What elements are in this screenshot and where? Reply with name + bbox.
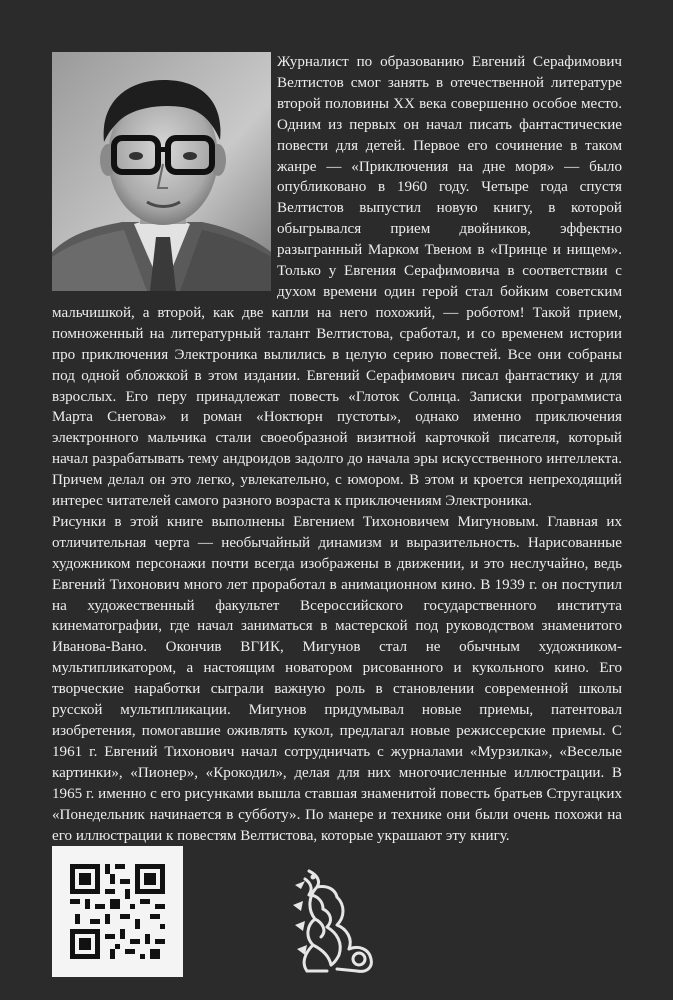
paragraph-illustrator: Рисунки в этой книге выполнены Евгением Тихоновичем Мигуновым. Главная их отличительная черта — необычайный динамизм и выразительность. Нарисованные художником персонажи почти всегда изображены в движении, и это неслучайно, ведь Евгений Тихонович много лет проработал в анимационном кино. В 1939 г. он поступил на художественный факультет Всероссийского государственного института кинематографии, где начал заниматься в мастерской под руководством знаменитого Иванова-Вано. Окончив ВГИК, Мигунов стал не обычным художником-мультипликатором, а настоящим новатором рисованного и кукольного кино. Его творческие наработки сыграли важную роль в становлении современной школы русской мультипликации. Мигунов придумывал новые приемы, патентовал изобретения, помогавшие оживлять кукол, предлагал новые режиссерские приемы. С 1961 г. Евгений Тихонович начал сотрудничать с журналами «Мурзилка», «Веселые картинки», «Пионер», «Крокодил», делая для них многочисленные иллюстрации. В 1965 г. именно с его рисунками вышла ставшая знаменитой повесть братьев Стругацких «Понедельник начинается в субботу». По манере и технике они были очень похожи на его иллюстрации к повестям Велтистова, которые украшают эту книгу. xyxy=(52,513,622,844)
qr-code xyxy=(52,846,183,977)
publisher-dragon-logo xyxy=(287,865,383,977)
paragraph-author: Журналист по образованию Евгений Серафимович Велтистов смог занять в отечественной литературе второй половины XX века совершенно особое место. Одним из первых он начал писать фантастические повести для детей. Первое его сочинение в таком жанре — «Приключения на дне моря» — было опубликовано в 1960 году. Четыре года спустя Велтистов выпустил новую книгу, в которой обыгрывался прием двойников, эффектно разыгранный Марком Твеном в «Принце и нищем». Только у Евгения Серафимовича в соответствии с духом времени один герой стал бойким советским мальчишкой, а второй, как две капли на него похожий, — роботом! Такой прием, помноженный на литературный талант Велтистова, сработал, и со временем истории про приключения Электроника вылились в целую серию повестей. Все они собраны под одной обложкой в этом издании. Евгений Серафимович писал фантастику и для взрослых. Его перу принадлежат повесть «Глоток Солнца. Записки программиста Марта Снегова» и роман «Ноктюрн пустоты», однако именно приключения электронного мальчика стали своеобразной визитной карточкой писателя, который начал разрабатывать тему андроидов задолго до начала эры искусственного интеллекта. Причем делал он это легко, увлекательно, с юмором. В этом и кроется непреходящий интерес читателей самого разного возраста к приключениям Электроника. xyxy=(52,54,622,510)
author-portrait xyxy=(52,52,271,291)
